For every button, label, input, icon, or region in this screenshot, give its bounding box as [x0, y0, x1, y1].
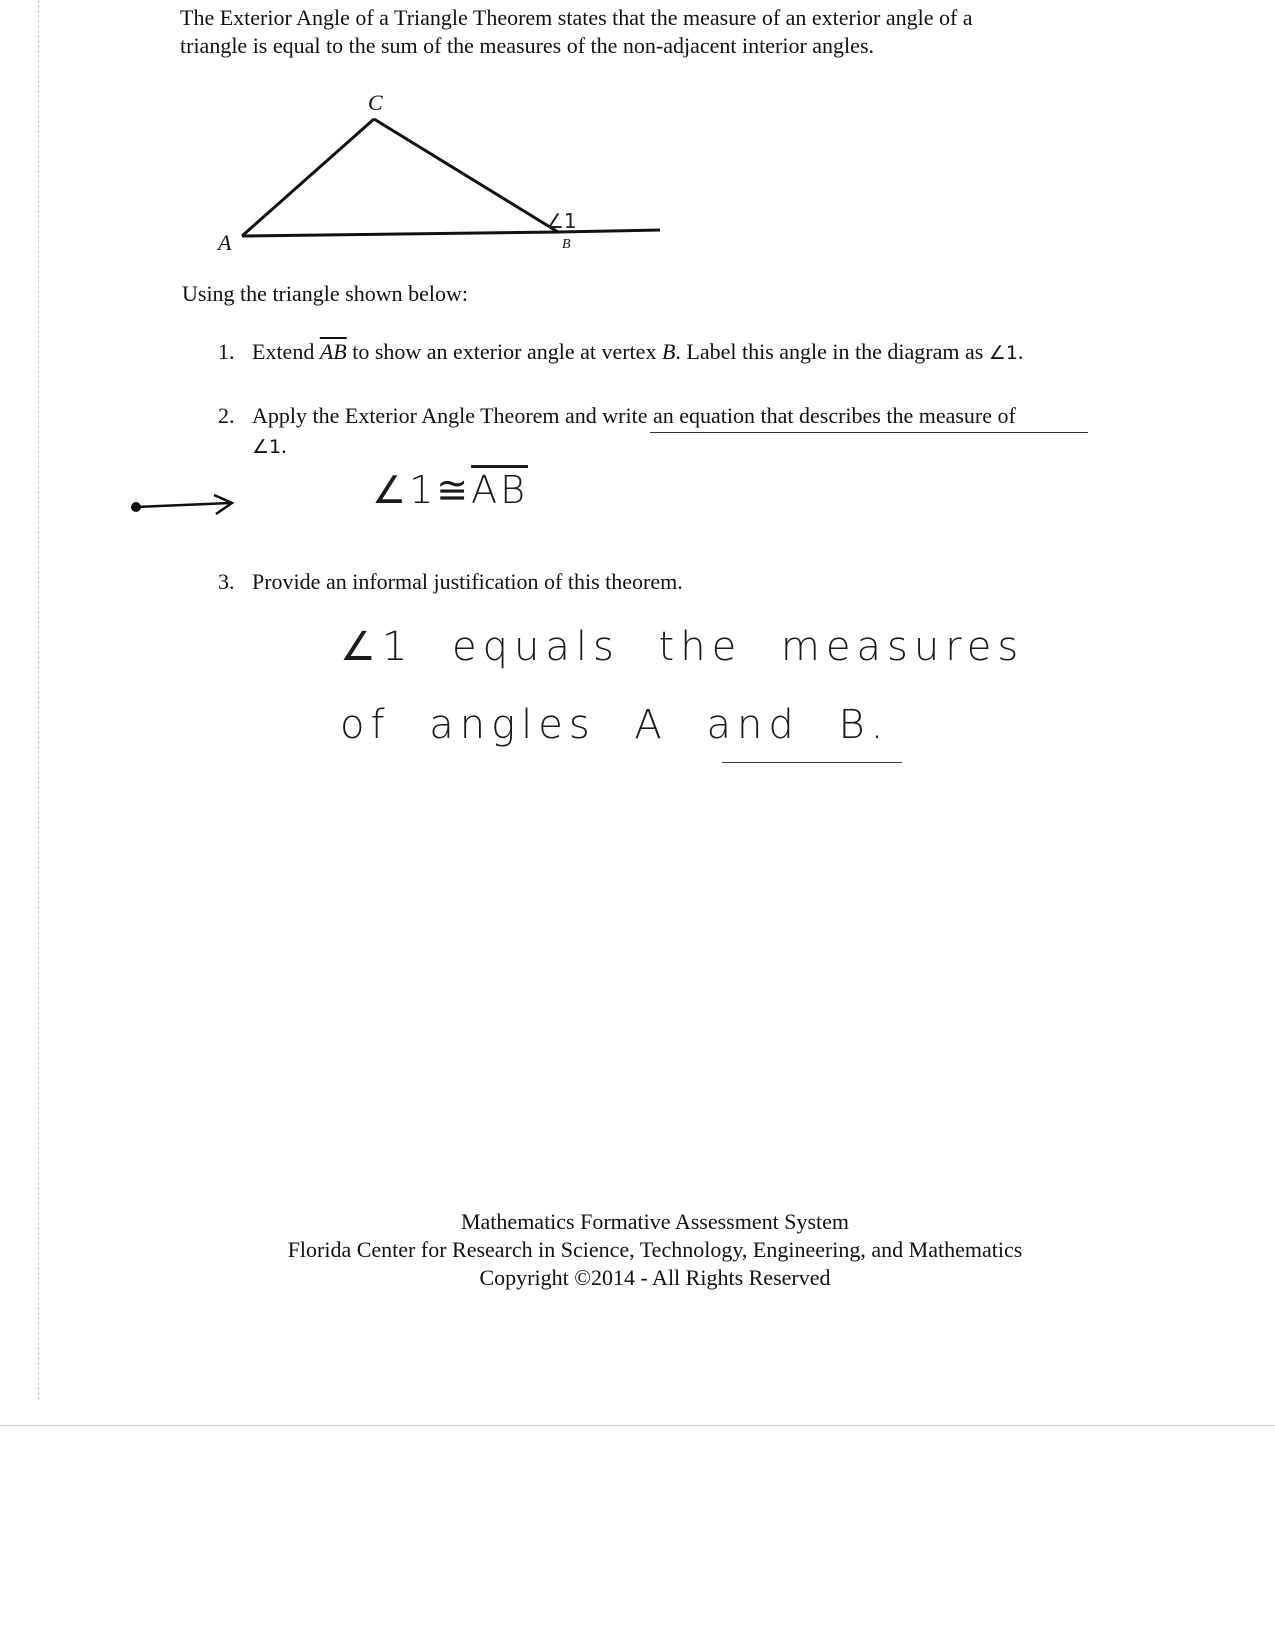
theorem-line-2: triangle is equal to the sum of the measures of the non-adjacent interior angles. [180, 33, 874, 58]
handwritten-underline-q3 [722, 762, 902, 763]
scan-bottom-edge [0, 1425, 1275, 1426]
footer-copyright: Copyright ©2014 - All Rights Reserved [479, 1265, 831, 1290]
side-ac [242, 119, 374, 236]
question-1-text-d: . [1017, 339, 1024, 364]
vertex-b-label: B [562, 237, 571, 252]
question-3-number: 3. [218, 569, 235, 594]
question-1 [218, 338, 1023, 367]
question-1-text-c: . Label this angle in the diagram as [675, 339, 989, 364]
footer-line-2: Florida Center for Research in Science, Technology, Engineering, and Mathematics [287, 1237, 1023, 1262]
question-2 [218, 402, 1016, 430]
theorem-statement [180, 4, 1080, 60]
side-ab [242, 232, 558, 236]
handwritten-arrow-icon [130, 494, 240, 518]
page-footer [0, 1208, 1275, 1292]
scan-edge-line [38, 0, 39, 1400]
handwritten-answer-3-line-1: ∠1 equals the measures [340, 624, 1025, 670]
vertex-b-ref: B [661, 339, 676, 364]
question-3-text: Provide an informal justification of this theorem. [252, 569, 683, 594]
handwritten-congruent-symbol: ≅ [436, 468, 472, 512]
footer-line-1: Mathematics Formative Assessment System [460, 1209, 850, 1234]
handwritten-answer-3-line-2: of angles A and B. [340, 702, 890, 748]
question-2-end: . [281, 433, 287, 458]
handwritten-underline-q2 [650, 432, 1088, 433]
side-cb [374, 119, 558, 232]
question-2-continuation [252, 432, 287, 461]
question-2-text: Apply the Exterior Angle Theorem and write an equation that describes the measure of [252, 403, 1016, 428]
question-1-text-b: to show an exterior angle at vertex [346, 339, 662, 364]
handwritten-angle-1: ∠1 [372, 468, 437, 512]
question-1-number: 1. [218, 339, 235, 364]
vertex-a-label: A [218, 230, 232, 255]
question-3 [218, 568, 683, 596]
question-2-number: 2. [218, 403, 235, 428]
theorem-line-1: The Exterior Angle of a Triangle Theorem states that the measure of an exterior angle of a [180, 5, 973, 30]
angle-1-ref-q2: ∠1 [252, 436, 282, 458]
handwritten-segment-ab: $\overline{AB}$ [471, 468, 528, 512]
question-1-text-a: Extend [252, 339, 320, 364]
angle-1-ref: ∠1 [988, 342, 1018, 364]
instructions-lead-in: Using the triangle shown below: [182, 281, 468, 306]
handwritten-answer-2 [372, 468, 528, 512]
handwritten-angle-1-mark: ∠1 [546, 209, 577, 233]
segment-ab-label: $\overline{AB}$ [319, 339, 347, 364]
vertex-c-label: C [368, 90, 383, 115]
triangle-diagram [200, 82, 660, 257]
